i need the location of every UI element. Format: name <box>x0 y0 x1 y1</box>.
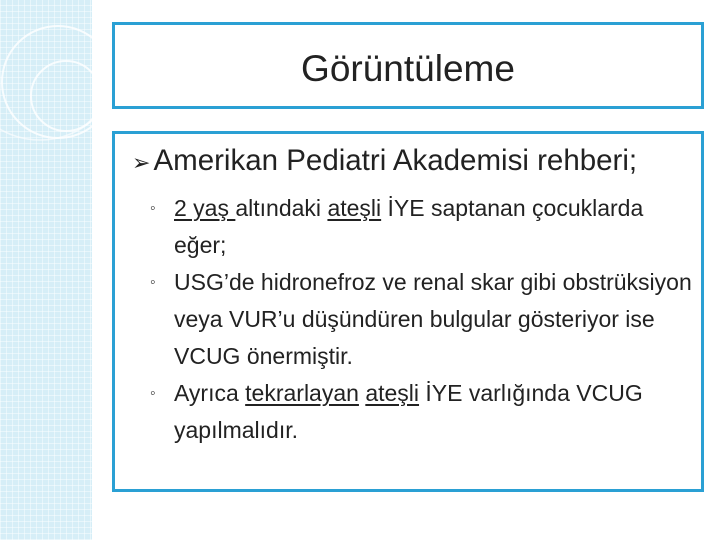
list-item <box>115 264 694 375</box>
main-bullet <box>132 144 637 178</box>
list-item <box>115 375 694 449</box>
sub-bullet-list <box>115 190 701 449</box>
title-box <box>112 22 704 109</box>
content-box <box>112 131 704 492</box>
item-text: USG’de hidronefroz ve renal skar gibi obstrüksiyon veya VUR’u düşündüren bulgular gösteriyor ise VCUG önermiştir. <box>174 269 692 369</box>
circle-bullet-icon: ◦ <box>150 200 156 217</box>
item-text: İYE varlığında VCUG yapılmalıdır. <box>174 380 643 443</box>
underlined-text: ateşli <box>327 195 382 221</box>
item-text: altındaki <box>235 195 328 221</box>
list-item <box>115 190 694 264</box>
item-text-pre: Ayrıca <box>174 380 246 406</box>
underlined-text: tekrarlayan <box>245 380 359 406</box>
circle-bullet-icon: ◦ <box>150 385 156 402</box>
underlined-text: 2 yaş <box>174 195 236 221</box>
slide-title: Görüntüleme <box>301 47 515 89</box>
item-text: İYE saptanan çocuklarda eğer; <box>174 195 644 258</box>
main-bullet-text: Amerikan Pediatri Akademisi rehberi; <box>153 144 638 177</box>
circle-bullet-icon: ◦ <box>150 274 156 291</box>
arrow-bullet-icon: ➢ <box>132 150 151 175</box>
underlined-text: ateşli <box>365 380 420 406</box>
